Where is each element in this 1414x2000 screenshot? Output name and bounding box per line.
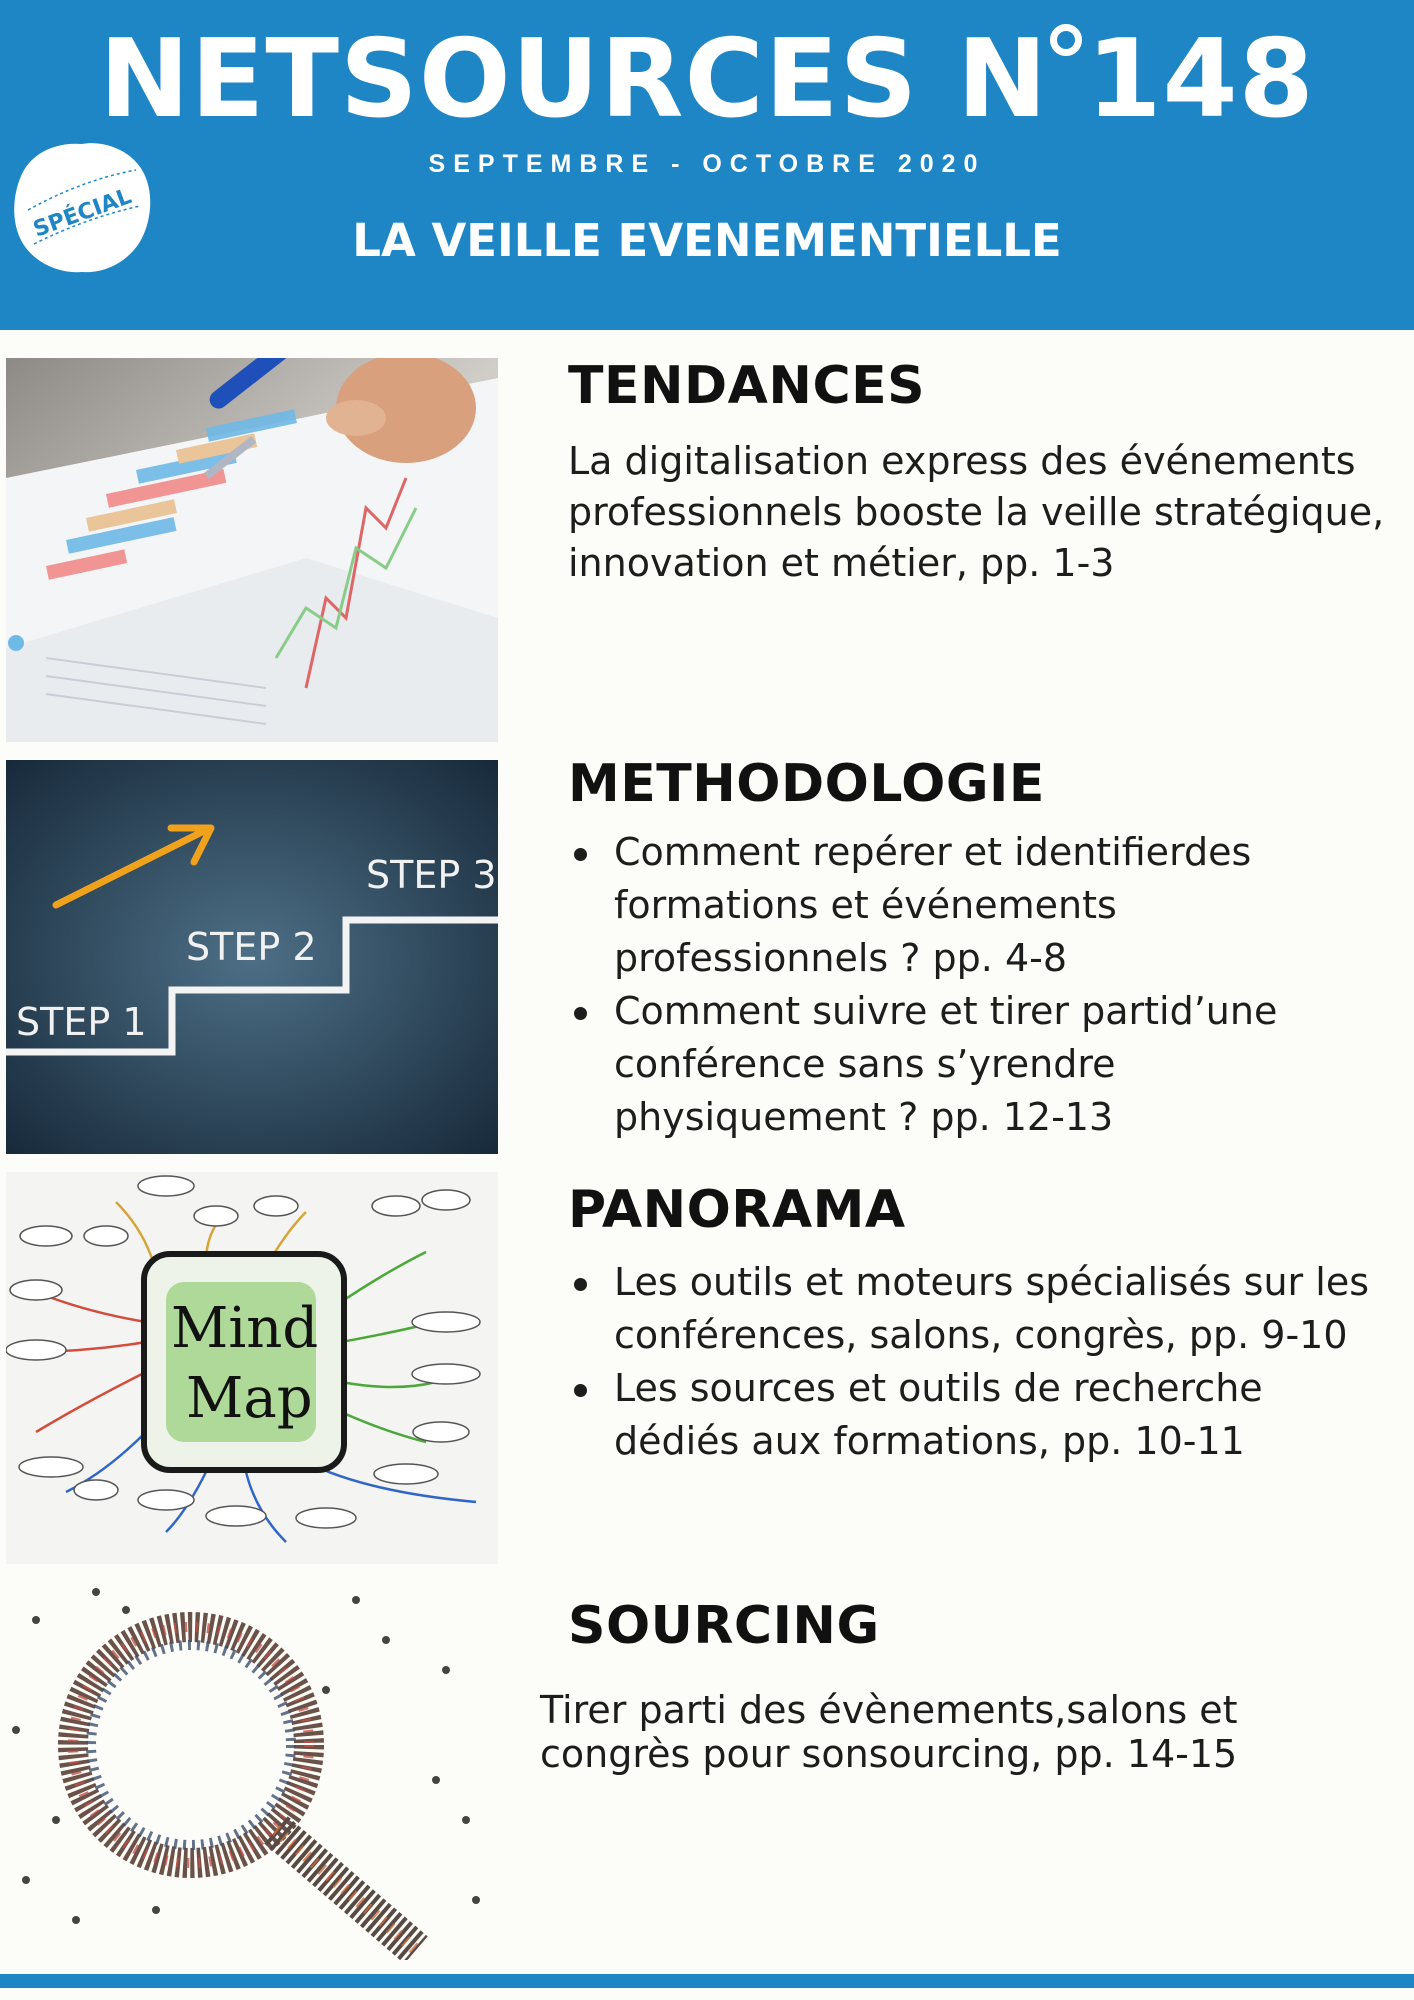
steps-chalkboard-image [6, 760, 498, 1154]
section-text-tendances: La digitalisation express des événements professionnels booste la veille stratégique, innovation et métier, pp. 1-3 [568, 439, 1385, 585]
header-banner [0, 0, 1414, 330]
mind-label: Mind [171, 1296, 319, 1361]
mind-map-image [6, 1172, 498, 1564]
step-3-label: STEP 3 [366, 853, 497, 897]
issue-number: 148 [1086, 17, 1315, 142]
list-item: Comment suivre et tirer partid’une conférence sans s’yrendre physiquement ? pp. 12-13 [568, 985, 1398, 1144]
section-title-methodologie: METHODOLOGIE [568, 754, 1045, 814]
section-title-sourcing: SOURCING [568, 1596, 880, 1656]
issue-dates: SEPTEMBRE - OCTOBRE 2020 [428, 150, 986, 178]
newsletter-title [0, 10, 1414, 150]
chart-analysis-image [6, 358, 498, 742]
special-badge [12, 140, 152, 276]
section-title-tendances: TENDANCES [568, 356, 926, 416]
title-text: NETSOURCES N [99, 17, 1049, 142]
panorama-bullet-list [568, 1256, 1398, 1468]
degree-symbol [1050, 24, 1082, 56]
list-item: Les sources et outils de recherche dédiés aux formations, pp. 10-11 [568, 1362, 1398, 1468]
crowd-magnifier-image [6, 1580, 498, 1960]
badge-label: SPÉCIAL [30, 184, 135, 243]
step-1-label: STEP 1 [16, 1000, 147, 1044]
methodologie-bullet-list [568, 826, 1398, 1144]
list-item: Les outils et moteurs spécialisés sur les conférences, salons, congrès, pp. 9-10 [568, 1256, 1398, 1362]
section-text-sourcing: Tirer parti des évènements,salons et congrès pour sonsourcing, pp. 14-15 [540, 1688, 1238, 1776]
bottom-bar [0, 1974, 1414, 1988]
list-item: Comment repérer et identifierdes formations et événements professionnels ? pp. 4-8 [568, 826, 1398, 985]
map-label: Map [186, 1366, 313, 1431]
section-title-panorama: PANORAMA [568, 1180, 906, 1240]
step-2-label: STEP 2 [186, 925, 317, 969]
issue-subtitle: LA VEILLE EVENEMENTIELLE [352, 214, 1062, 267]
